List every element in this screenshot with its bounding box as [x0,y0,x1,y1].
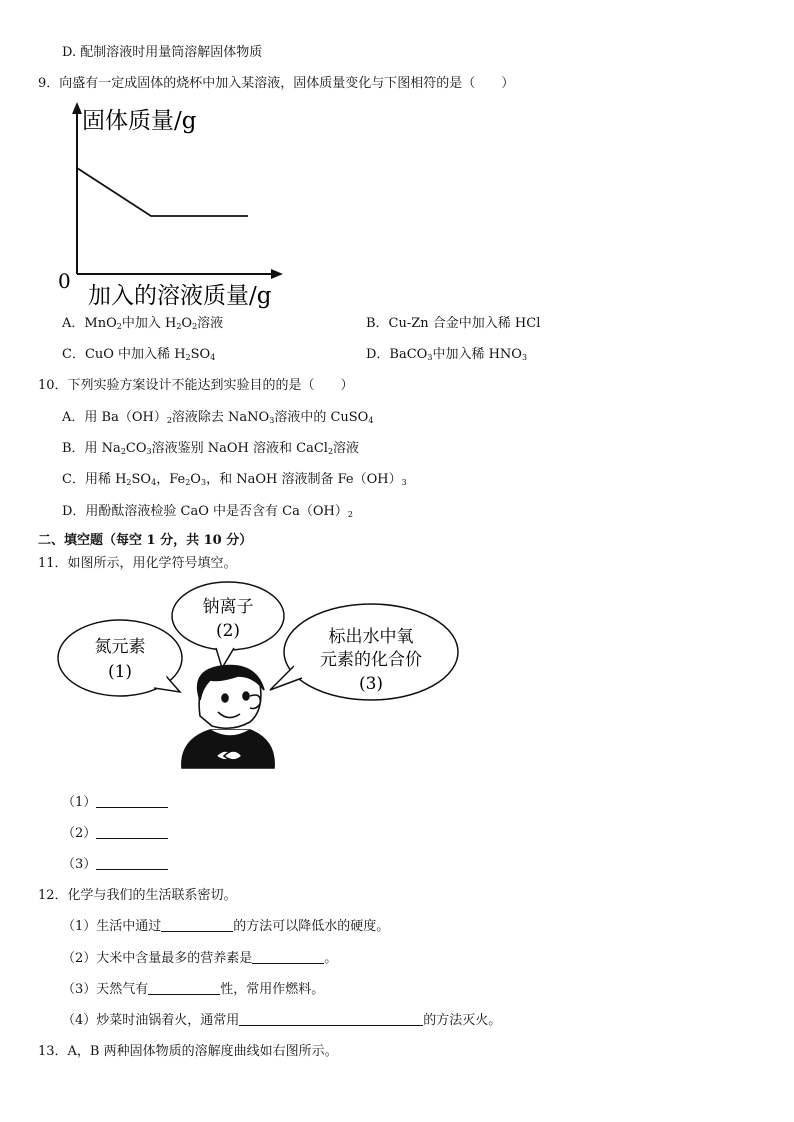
bubble3-line3: (3) [358,674,384,694]
q11-stem: 11．如图所示，用化学符号填空。 [38,556,237,571]
q12-line-4: （4）炒菜时油锅着火，通常用 的方法灭火。 [62,1013,502,1028]
answer-blank[interactable] [161,918,233,932]
q9-option-c: C．CuO 中加入稀 $H_2SO_4$ [62,347,216,362]
bubble1-line1: 氮元素 [94,637,146,657]
q10-option-c: C．用稀 $H_2SO_4$，$Fe_2O_3$，和 NaOH 溶液制备 $Fe(OH)_3$ [62,472,407,487]
q13-stem: 13．A，B 两种固体物质的溶解度曲线如右图所示。 [38,1044,338,1059]
q11-blank-1: （1） [62,794,168,812]
boy-illustration [182,666,274,769]
answer-blank[interactable] [252,950,324,964]
q9-option-d: D．BaCO$_3$中加入稀 $HNO_3$ [366,347,528,362]
q12-line-1: （1）生活中通过 的方法可以降低水的硬度。 [62,919,390,934]
q11-blank-2: （2） [62,825,168,843]
q9-stem: 9．向盛有一定成固体的烧杯中加入某溶液，固体质量变化与下图相符的是（ ） [38,76,515,91]
q12-stem: 12．化学与我们的生活联系密切。 [38,888,237,903]
bubble2-line1: 钠离子 [202,597,254,617]
q10-stem: 10．下列实验方案设计不能达到实验目的的是（ ） [38,378,354,393]
q12-line-3: （3）天然气有 性，常用作燃料。 [62,982,325,997]
bubble3-line1: 标出水中氧 [328,627,414,647]
chart-ylabel: 固体质量/g [82,108,197,134]
speech-bubble-2 [172,582,284,668]
bubble1-line2: (1) [107,662,133,682]
chart-xlabel: 加入的溶液质量/g [88,283,272,309]
answer-blank[interactable] [148,981,220,995]
q10-option-d: D．用酚酞溶液检验 CaO 中是否含有 $Ca(OH)_2$ [62,504,353,519]
section2-title: 二、填空题（每空 1 分，共 10 分） [38,533,253,548]
answer-blank[interactable] [239,1012,423,1026]
bubble3-line2: 元素的化合价 [320,650,422,670]
y-axis-arrow [72,102,82,114]
answer-blank[interactable] [96,825,168,839]
q10-option-b: B．用 $Na_2CO_3$溶液鉴别 NaOH 溶液和 CaCl$_2$溶液 [62,441,360,456]
chart-origin: 0 [58,269,71,293]
mass-curve [77,168,248,216]
x-axis-arrow [271,269,283,279]
q9-option-b: B．Cu-Zn 合金中加入稀 HCl [366,316,541,331]
speech-bubble-3 [270,604,458,700]
q8-option-d: D. 配制溶液时用量筒溶解固体物质 [62,45,263,60]
q10-option-a: A．用 $Ba(OH)_2$溶液除去 NaNO$_3$溶液中的 CuSO$_4$ [62,410,374,425]
answer-blank[interactable] [96,856,168,870]
speech-bubble-1 [58,620,182,696]
bubble2-line2: (2) [215,621,241,641]
q12-line-2: （2）大米中含量最多的营养素是 。 [62,951,338,966]
q11-speech-illustration [50,580,470,785]
answer-blank[interactable] [96,794,168,808]
q9-option-a: A．MnO$_2$中加入 $H_2O_2$溶液 [62,316,224,331]
q9-mass-chart [50,98,300,310]
q11-blank-3: （3） [62,856,168,874]
